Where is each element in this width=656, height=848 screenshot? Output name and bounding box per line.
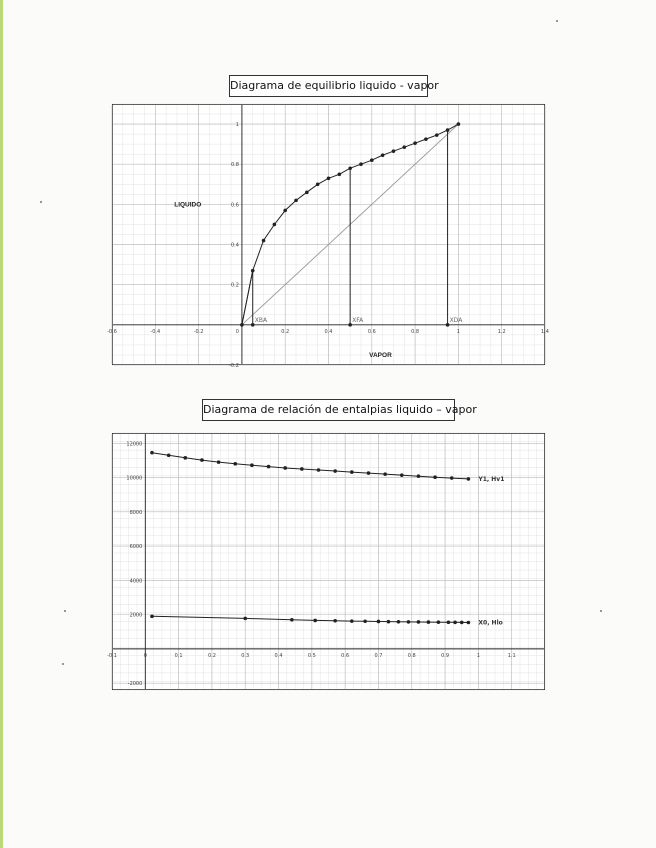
page-edge — [0, 0, 3, 848]
enthalpy-point — [300, 467, 304, 471]
enthalpy-point — [317, 468, 321, 472]
scan-speck — [556, 20, 558, 22]
y-tick-label: 0.8 — [230, 162, 239, 169]
enthalpy-point — [150, 451, 154, 455]
enthalpy-point — [400, 473, 404, 477]
enthalpy-point — [333, 619, 337, 623]
equilibrium-point — [262, 239, 266, 243]
x-tick-label: 0.1 — [174, 652, 183, 659]
equilibrium-point — [370, 158, 374, 162]
x-tick-label: 0.2 — [281, 328, 290, 335]
scan-speck — [40, 201, 42, 203]
x-tick-label: 1.4 — [541, 328, 549, 335]
y-tick-label: 10000 — [126, 475, 143, 482]
equilibrium-point — [413, 141, 417, 145]
x-tick-label: 0.6 — [367, 328, 376, 335]
enthalpy-point — [433, 475, 437, 479]
enthalpy-point — [150, 615, 154, 619]
scan-speck — [62, 663, 64, 665]
enthalpy-point — [267, 465, 271, 469]
equilibrium-point — [424, 137, 428, 141]
equilibrium-point — [446, 128, 450, 132]
equilibrium-point — [251, 269, 255, 273]
x-tick-label: 0.2 — [207, 652, 216, 659]
equilibrium-point — [316, 183, 320, 187]
y-tick-label: 1 — [235, 122, 239, 129]
enthalpy-point — [450, 476, 454, 480]
y-tick-label: 0.2 — [230, 282, 239, 289]
equilibrium-point — [240, 323, 244, 327]
composition-label: XDA — [449, 316, 463, 324]
vle-chart — [107, 104, 549, 369]
x-tick-label: 1.2 — [497, 328, 506, 335]
equilibrium-point — [294, 199, 298, 203]
equilibrium-point — [283, 209, 287, 213]
equilibrium-point — [305, 191, 309, 195]
series-label: Y1, Hv1 — [478, 475, 505, 483]
equilibrium-point — [348, 166, 352, 170]
enthalpy-point — [363, 619, 367, 623]
enthalpy-point — [333, 469, 337, 473]
x-tick-label: -0.6 — [107, 328, 117, 335]
y-tick-label: 0.6 — [230, 202, 239, 209]
x-tick-label: 1 — [476, 652, 480, 659]
enthalpy-point — [417, 474, 421, 478]
chart1-title: Diagrama de equilibrio liquido - vapor — [229, 75, 428, 97]
x-tick-label: 0.8 — [407, 652, 416, 659]
enthalpy-point — [383, 472, 387, 476]
x-tick-label: 0.5 — [307, 652, 316, 659]
enthalpy-point — [350, 619, 354, 623]
enthalpy-point — [350, 470, 354, 474]
enthalpy-point — [233, 462, 237, 466]
enthalpy-point — [467, 621, 471, 625]
x-tick-label: 1 — [456, 328, 460, 335]
scan-speck — [600, 610, 602, 612]
x-tick-label: 0.4 — [274, 652, 283, 659]
y-tick-label: 12000 — [126, 441, 143, 448]
y-tick-label: -2000 — [127, 681, 143, 688]
enthalpy-point — [200, 458, 204, 462]
composition-label: XFA — [352, 316, 364, 324]
enthalpy-point — [290, 618, 294, 622]
equilibrium-point — [392, 149, 396, 153]
x-tick-label: -0.1 — [107, 652, 117, 659]
enthalpy-point — [183, 456, 187, 460]
y-tick-label: 0.4 — [230, 242, 239, 249]
equilibrium-point — [402, 145, 406, 149]
enthalpy-point — [467, 477, 471, 481]
enthalpy-point — [283, 466, 287, 470]
enthalpy-point — [313, 619, 317, 623]
x-tick-label: 0.6 — [341, 652, 350, 659]
composition-label: XBA — [254, 316, 268, 324]
y-tick-label: 4000 — [129, 578, 143, 585]
y-tick-label: 8000 — [129, 509, 143, 516]
enthalpy-point — [417, 620, 421, 624]
enthalpy-point — [437, 620, 441, 624]
equilibrium-point — [338, 172, 342, 176]
origin-label: 0 — [235, 328, 239, 335]
enthalpy-point — [367, 471, 371, 475]
x-tick-label: 1.1 — [507, 652, 516, 659]
enthalpy-point — [250, 463, 254, 467]
x-axis-label: VAPOR — [369, 351, 392, 359]
equilibrium-point — [435, 133, 439, 137]
scan-speck — [64, 610, 66, 612]
equilibrium-point — [327, 176, 331, 180]
enthalpy-point — [243, 617, 247, 621]
equilibrium-point — [359, 162, 363, 166]
enthalpy-point — [427, 620, 431, 624]
chart2-title: Diagrama de relación de entalpias liquido – vapor — [202, 399, 455, 421]
enthalpy-chart — [107, 433, 545, 690]
equilibrium-point — [273, 223, 277, 227]
y-tick-label: 2000 — [129, 612, 143, 619]
x-tick-label: 0.8 — [411, 328, 420, 335]
x-tick-label: 0.4 — [324, 328, 333, 335]
enthalpy-point — [453, 621, 457, 625]
enthalpy-point — [447, 620, 451, 624]
enthalpy-point — [217, 460, 221, 464]
x-tick-label: 0.3 — [241, 652, 250, 659]
x-tick-label: -0.4 — [150, 328, 161, 335]
series-label: X0, Hlo — [478, 619, 503, 627]
enthalpy-point — [397, 620, 401, 624]
equilibrium-point — [381, 153, 385, 157]
enthalpy-point — [167, 453, 171, 457]
y-tick-label: 6000 — [129, 544, 143, 551]
equilibrium-point — [457, 122, 461, 126]
enthalpy-point — [377, 620, 381, 624]
enthalpy-point — [460, 621, 464, 625]
enthalpy-point — [387, 620, 391, 624]
y-tick-label: -0.2 — [229, 363, 239, 369]
y-axis-label: LIQUIDO — [174, 201, 202, 209]
x-tick-label: 0 — [143, 652, 147, 659]
x-tick-label: 0.9 — [441, 652, 450, 659]
enthalpy-point — [407, 620, 411, 624]
x-tick-label: 0.7 — [374, 652, 383, 659]
x-tick-label: -0.2 — [193, 328, 204, 335]
